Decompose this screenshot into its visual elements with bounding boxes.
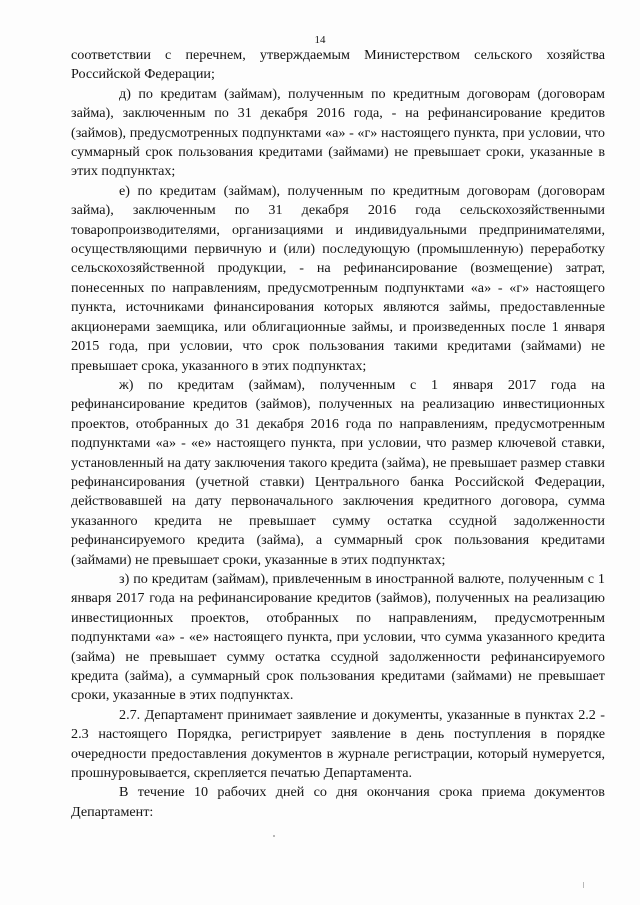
scan-speck [273, 835, 275, 837]
scan-speck [583, 882, 584, 888]
paragraph-subitem-zh: ж) по кредитам (займам), полученным с 1 января 2017 года на рефинансирование кредитов (займов), полученных на реализацию инвестиционных проектов, отобранных до 31 декабря 2016 года по направлениям, предусмотренным подпунктами «а» - «е» настоящего пункта, при условии, что размер ключевой ставки, установленный на дату заключения такого кредита (займа), не превышает размер ставки рефинансирования (учетной ставки) Центрального банка Российской Федерации, действовавшей на дату первоначального заключения кредитного договора, сумма указанного кредита не превышает сумму остатка ссудной задолженности рефинансируемого кредита (займа), а суммарный срок пользования кредитами (займами) не превышает сроки, указанные в этих подпунктах; [71, 376, 605, 568]
paragraph-subitem-e: е) по кредитам (займам), полученным по кредитным договорам (договорам займа), заключенным по 31 декабря 2016 года сельскохозяйственными товаропроизводителями, организациями и индивидуальными предпринимателями, осуществляющими первичную и (или) последующую (промышленную) переработку сельскохозяйственной продукции, - на рефинансирование (возмещение) затрат, понесенных по направлениям, предусмотренным подпунктами «а» - «г» настоящего пункта, источниками финансирования которых являются займы, предоставленные акционерами заемщика, или облигационные займы, и произведенных после 1 января 2015 года, при условии, что срок пользования такими кредитами (займами) не превышает срока, указанного в этих подпунктах; [71, 182, 605, 374]
paragraph-subitem-d: д) по кредитам (займам), полученным по кредитным договорам (договорам займа), заключенным по 31 декабря 2016 года, - на рефинансирование кредитов (займов), предусмотренных подпунктами «а» - «г» настоящего пункта, при условии, что суммарный срок пользования кредитами (займами) не превышает сроки, указанные в этих подпунктах; [71, 85, 605, 180]
paragraph-department-duties: В течение 10 рабочих дней со дня окончания срока приема документов Департамент: [71, 784, 605, 820]
page-number: 14 [314, 34, 326, 46]
paragraph-section-2-7: 2.7. Департамент принимает заявление и документы, указанные в пунктах 2.2 - 2.3 настоящего Порядка, регистрирует заявление в день поступления в порядке очередности предоставления документов в журнале регистрации, который нумеруется, прошнуровывается, скрепляется печатью Департамента. [71, 706, 605, 782]
paragraph-continuation: соответствии с перечнем, утверждаемым Министерством сельского хозяйства Российской Федерации; [71, 47, 605, 83]
paragraph-subitem-z: з) по кредитам (займам), привлеченным в иностранной валюте, полученным с 1 января 2017 года на рефинансирование кредитов (займов), полученных на реализацию инвестиционных проектов, отобранных по направлениям, предусмотренным подпунктами «а» - «е» настоящего пункта, при условии, что сумма указанного кредита (займа) не превышает сумму остатка ссудной задолженности рефинансируемого кредита (займа), а суммарный срок пользования кредитами (займами) не превышает сроки, указанные в этих подпунктах. [71, 570, 605, 704]
document-body [71, 46, 605, 822]
